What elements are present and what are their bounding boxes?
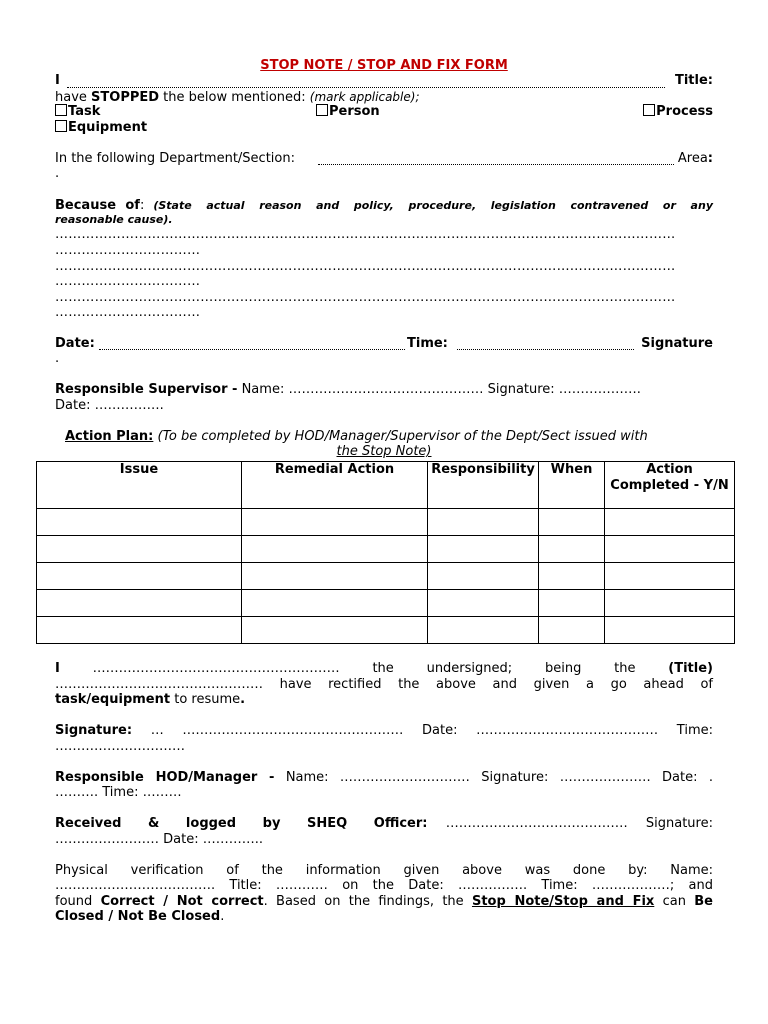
- header-issue: Issue: [37, 462, 242, 509]
- supervisor-date: Date: …………….: [55, 398, 164, 413]
- option-process[interactable]: Process: [643, 104, 713, 120]
- form-title: STOP NOTE / STOP AND FIX FORM: [260, 58, 508, 73]
- stopped-line: have STOPPED the below mentioned: (mark applicable);: [55, 90, 420, 105]
- process-checkbox[interactable]: [643, 104, 655, 116]
- undersigned-line-3: task/equipment to resume.: [55, 692, 246, 707]
- table-cell[interactable]: [539, 617, 605, 644]
- table-cell[interactable]: [37, 509, 242, 536]
- table-row: [37, 509, 735, 536]
- table-cell[interactable]: [605, 590, 735, 617]
- undersigned-line-1: I ………………………………………………… the undersigned; being the (Title): [55, 661, 713, 676]
- signature2-line-2[interactable]: …………………………: [55, 739, 185, 754]
- i-label: I: [55, 73, 60, 88]
- table-row: [37, 536, 735, 563]
- table-cell[interactable]: [37, 563, 242, 590]
- reason-line-4[interactable]: ……………………………: [55, 274, 201, 289]
- table-cell[interactable]: [428, 617, 539, 644]
- table-cell[interactable]: [242, 590, 428, 617]
- verification-line-1: Physical verification of the information given above was done by: Name:: [55, 863, 713, 878]
- department-field[interactable]: [318, 164, 674, 165]
- table-cell[interactable]: [539, 509, 605, 536]
- equipment-checkbox[interactable]: [55, 120, 67, 132]
- reason-line-2[interactable]: ……………………………: [55, 243, 201, 258]
- reason-line-3[interactable]: ……………………………………………………………………………………………………………………………: [55, 259, 676, 274]
- because-note-2: reasonable cause).: [55, 213, 173, 226]
- date-field[interactable]: [99, 349, 405, 350]
- hod-line-1: Responsible HOD/Manager - Name: ………………………… Signature: ………………… Date: .: [55, 770, 713, 785]
- table-cell[interactable]: [242, 617, 428, 644]
- area-label-wrap: Area:: [677, 151, 713, 166]
- header-action-completed: Action Completed - Y/N: [605, 462, 735, 509]
- verification-line-2: ………………………………. Title: ………… on the Date: ……………. Time: ………………; and: [55, 878, 713, 893]
- option-equipment[interactable]: Equipment: [55, 120, 147, 136]
- time-label: Time:: [407, 336, 448, 351]
- table-row: [37, 617, 735, 644]
- verification-line-4: Closed / Not Be Closed.: [55, 909, 225, 924]
- header-remedial-action: Remedial Action: [242, 462, 428, 509]
- time-field[interactable]: [457, 349, 634, 350]
- title-label: Title:: [674, 73, 713, 88]
- sheq-line-2: …………………… Date: …………..: [55, 832, 263, 847]
- table-cell[interactable]: [605, 536, 735, 563]
- person-checkbox[interactable]: [316, 104, 328, 116]
- action-plan-table: [36, 461, 735, 644]
- table-cell[interactable]: [242, 563, 428, 590]
- undersigned-line-2: ………………………………………… have rectified the above and given a go ahead of: [55, 677, 713, 692]
- option-person[interactable]: Person: [316, 104, 380, 120]
- date-label: Date:: [55, 336, 95, 351]
- table-row: [37, 563, 735, 590]
- table-cell[interactable]: [605, 509, 735, 536]
- table-cell[interactable]: [242, 536, 428, 563]
- area-label: Area: [677, 151, 708, 166]
- header-responsibility: Responsibility: [428, 462, 539, 509]
- task-checkbox[interactable]: [55, 104, 67, 116]
- verification-line-3: found Correct / Not correct. Based on the findings, the Stop Note/Stop and Fix can Be: [55, 894, 713, 909]
- table-cell[interactable]: [428, 509, 539, 536]
- reason-line-6[interactable]: ……………………………: [55, 305, 201, 320]
- table-cell[interactable]: [539, 590, 605, 617]
- table-cell[interactable]: [428, 590, 539, 617]
- because-line: Because of: (State actual reason and policy, procedure, legislation contravened or any: [55, 198, 713, 213]
- signature2-line-1: Signature: … …………………………………………… Date: …………………………………… Time:: [55, 723, 713, 738]
- table-cell[interactable]: [605, 617, 735, 644]
- hod-line-2: ………. Time: ………: [55, 785, 182, 800]
- department-label: In the following Department/Section:: [55, 151, 295, 166]
- name-field[interactable]: [67, 87, 665, 88]
- table-cell[interactable]: [539, 536, 605, 563]
- supervisor-line: Responsible Supervisor - Name: ……………………………………… Signature: ……………….: [55, 382, 641, 397]
- table-cell[interactable]: [428, 536, 539, 563]
- table-cell[interactable]: [539, 563, 605, 590]
- area-field[interactable]: .: [55, 166, 60, 181]
- table-cell[interactable]: [428, 563, 539, 590]
- reason-line-1[interactable]: ……………………………………………………………………………………………………………………………: [55, 227, 676, 242]
- signature-field[interactable]: .: [55, 351, 60, 366]
- table-cell[interactable]: [242, 509, 428, 536]
- reason-line-5[interactable]: ……………………………………………………………………………………………………………………………: [55, 290, 676, 305]
- table-row: [37, 590, 735, 617]
- table-cell[interactable]: [37, 536, 242, 563]
- table-cell[interactable]: [37, 617, 242, 644]
- signature-label: Signature: [641, 336, 713, 351]
- table-cell[interactable]: [37, 590, 242, 617]
- sheq-line-1: Received & logged by SHEQ Officer: …………………………………… Signature:: [55, 816, 713, 831]
- action-plan-line: Action Plan: (To be completed by HOD/Manager/Supervisor of the Dept/Sect issued with: [65, 429, 648, 444]
- header-when: When: [539, 462, 605, 509]
- action-plan-note-2: the Stop Note): [336, 444, 432, 459]
- table-cell[interactable]: [605, 563, 735, 590]
- option-task[interactable]: Task: [55, 104, 100, 120]
